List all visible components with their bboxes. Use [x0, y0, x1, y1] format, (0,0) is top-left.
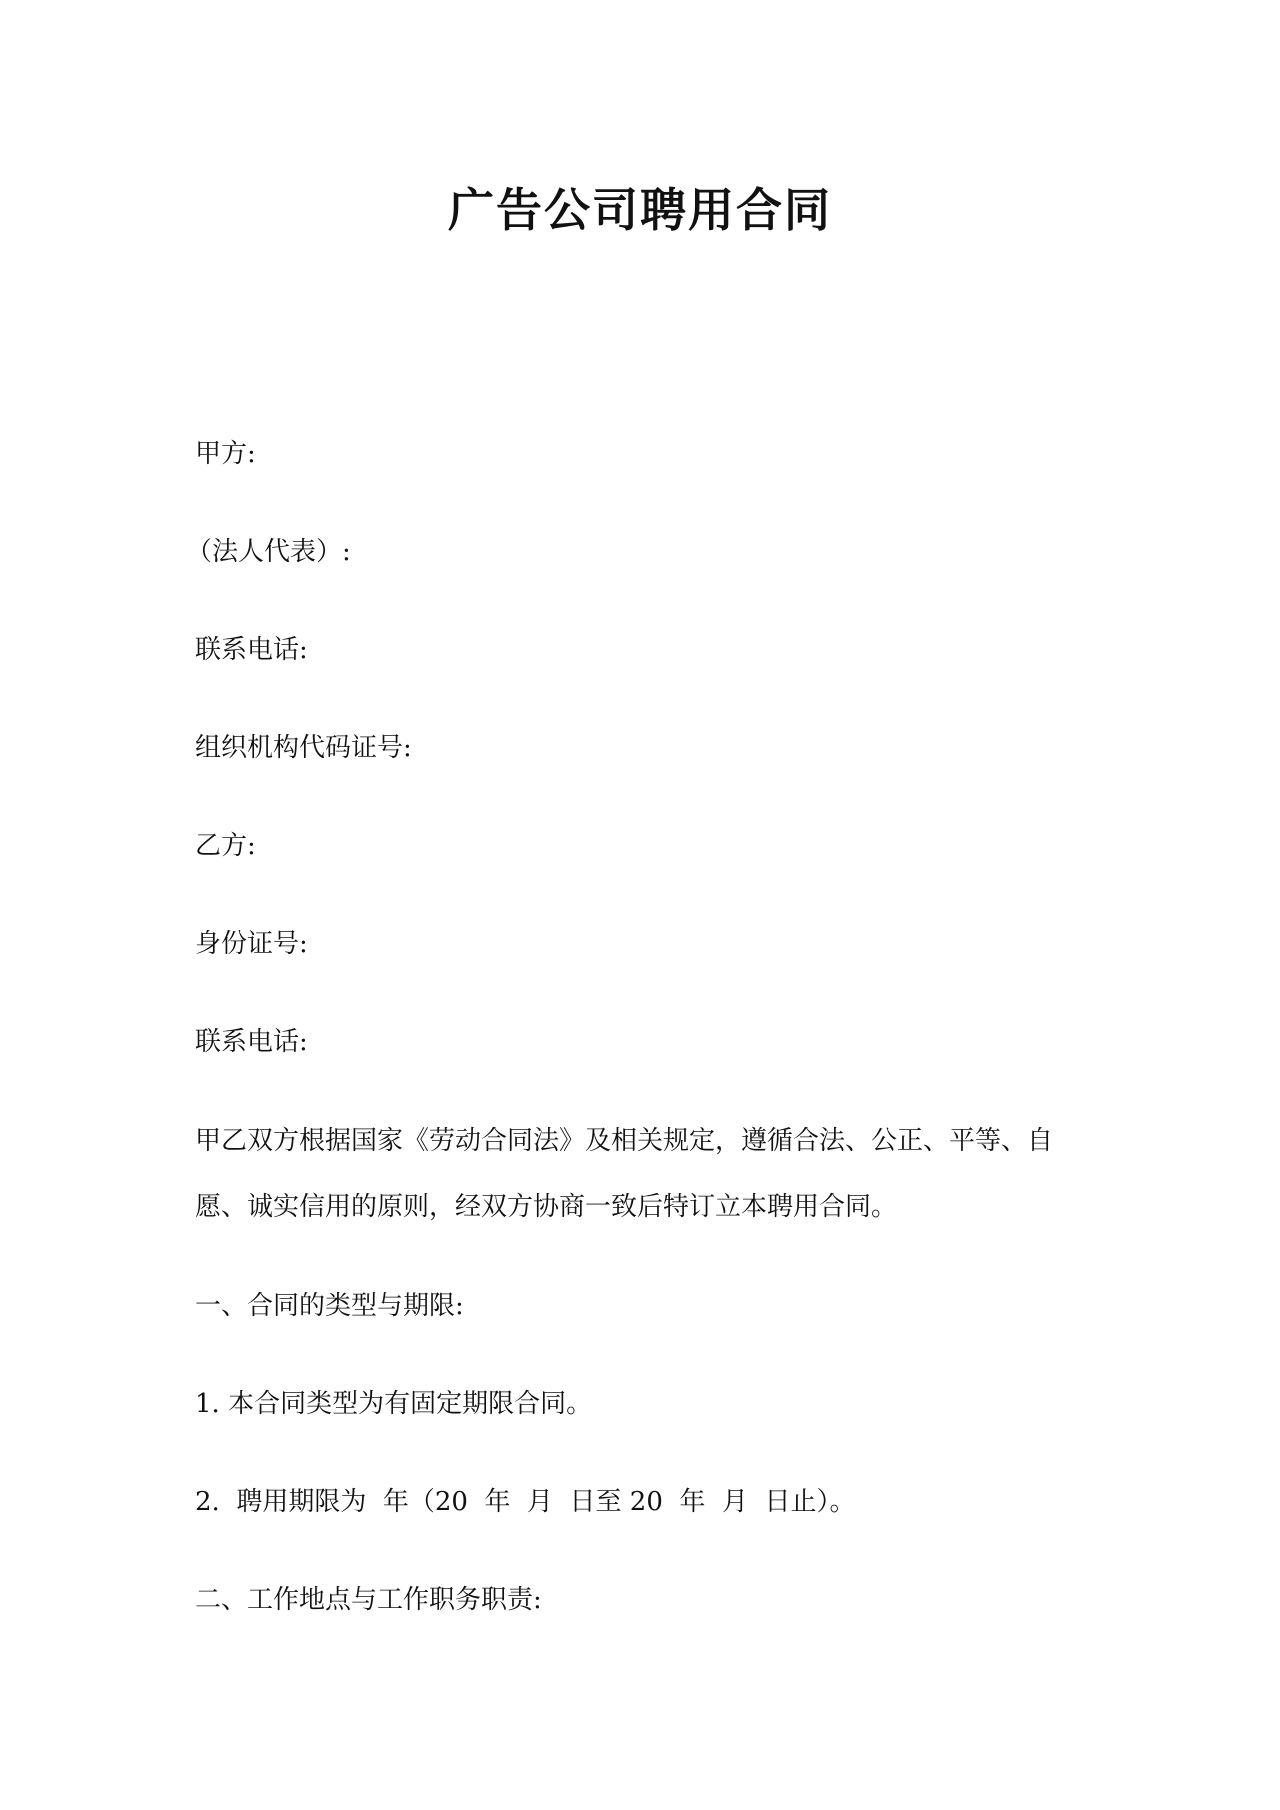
section-1-heading: 一、合同的类型与期限: — [195, 1291, 464, 1321]
document-title: 广告公司聘用合同 — [448, 183, 832, 237]
organization-code-field: 组织机构代码证号: — [195, 733, 412, 763]
section-2-heading: 二、工作地点与工作职务职责: — [195, 1585, 542, 1615]
intro-line-2: 愿、诚实信用的原则，经双方协商一致后特订立本聘用合同。 — [195, 1192, 898, 1222]
id-number-field: 身份证号: — [195, 929, 308, 959]
party-b-field: 乙方: — [195, 831, 256, 861]
party-a-field: 甲方: — [195, 439, 256, 469]
party-b-phone-field: 联系电话: — [195, 1027, 308, 1057]
section-1-item-2: 2. 聘用期限为 年（20 年 月 日至 20 年 月 日止）。 — [195, 1487, 856, 1517]
intro-paragraph — [195, 1108, 1095, 1240]
section-1-item-1: 1. 本合同类型为有固定期限合同。 — [195, 1389, 593, 1419]
intro-line-1: 甲乙双方根据国家《劳动合同法》及相关规定，遵循合法、公正、平等、自 — [195, 1126, 1054, 1156]
party-a-phone-field: 联系电话: — [195, 635, 308, 665]
legal-representative-field: （法人代表）: — [186, 537, 351, 567]
